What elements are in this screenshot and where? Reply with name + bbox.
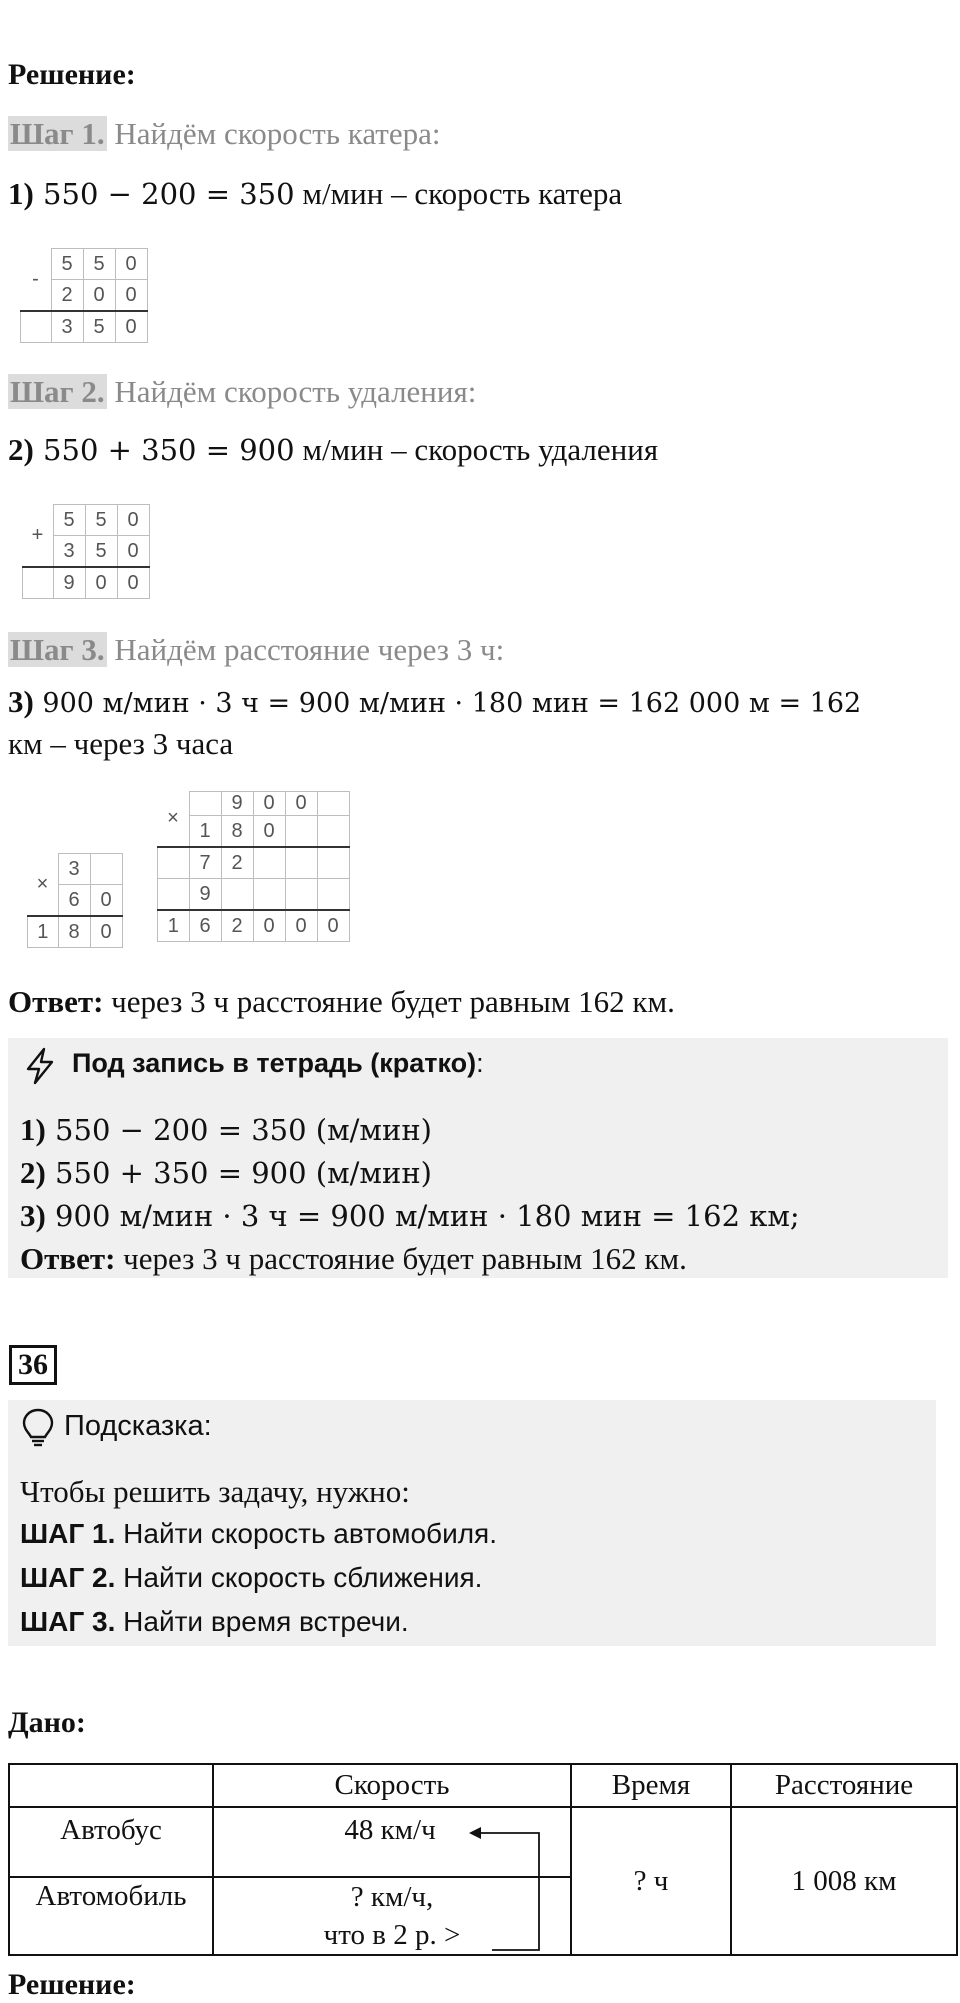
step-1-text: Найдём скорость катера: [106, 116, 441, 151]
hint-step-3 [20, 1606, 409, 1638]
calc-cell: 5 [85, 505, 117, 536]
hint-step-1 [20, 1518, 497, 1550]
calc-cell: 0 [117, 505, 149, 536]
step-3-label: Шаг 3. [10, 632, 105, 667]
calc-cell: 0 [317, 910, 349, 942]
given-header-speed: Скорость [213, 1764, 571, 1807]
calc-operator: - [32, 267, 39, 290]
line-1-rest: м/мин – скорость катера [294, 176, 623, 211]
calc-cell: 0 [115, 249, 147, 280]
addition-calc [22, 504, 150, 599]
note-line-2 [20, 1155, 432, 1191]
calc-operator: × [167, 807, 179, 830]
hint-step-3-text: Найти время встречи. [115, 1606, 409, 1637]
problem-number: 36 [9, 1345, 57, 1385]
line-1-number: 1) [8, 176, 34, 211]
step-2-text: Найдём скорость удаления: [106, 374, 477, 409]
calc-cell: 0 [90, 916, 122, 948]
note-line-2-text: 550 + 350 = 900 (м/мин) [45, 1156, 432, 1190]
calc-cell: 9 [189, 879, 221, 911]
calc-cell: 1 [189, 816, 221, 848]
lightning-icon [20, 1046, 60, 1086]
calc-cell: 0 [83, 280, 115, 312]
calc-cell: 5 [53, 505, 85, 536]
line-3-number: 3) [8, 684, 34, 719]
calc-cell: 8 [58, 916, 90, 948]
lightbulb-icon [18, 1406, 58, 1450]
calc-cell: 5 [83, 249, 115, 280]
note-answer-text: через 3 ч расстояние будет равным 162 км. [115, 1241, 687, 1276]
hint-step-2-text: Найти скорость сближения. [115, 1562, 483, 1593]
given-bus-speed [213, 1807, 571, 1877]
step-1 [8, 116, 440, 152]
line-2-number: 2) [8, 432, 34, 467]
given-car-speed-line-2: что в 2 р. > [323, 1919, 461, 1951]
note-title-colon: : [476, 1048, 484, 1078]
note-line-3-number: 3) [20, 1198, 46, 1233]
given-header-distance: Расстояние [731, 1764, 957, 1807]
calc-cell: 0 [85, 567, 117, 599]
calc-cell: 0 [285, 792, 317, 816]
calc-cell: 0 [115, 280, 147, 312]
solution-line-1 [8, 176, 622, 212]
given-table [8, 1763, 958, 1956]
calc-cell: 0 [117, 536, 149, 568]
step-2-label: Шаг 2. [10, 374, 105, 409]
given-bus-speed-text: 48 км/ч [344, 1814, 436, 1846]
hint-intro: Чтобы решить задачу, нужно: [20, 1474, 410, 1509]
given-car-speed-line-1: ? км/ч, [350, 1881, 434, 1913]
solution-line-2 [8, 432, 658, 468]
calc-cell: 3 [51, 311, 83, 343]
hint-title: Подсказка: [64, 1410, 212, 1442]
calc-cell: 0 [253, 816, 285, 848]
note-title [72, 1048, 484, 1079]
given-header-blank [9, 1764, 213, 1807]
step-1-label: Шаг 1. [10, 116, 105, 151]
solution-line-3 [8, 684, 861, 720]
hint-step-3-label: ШАГ 3. [20, 1606, 116, 1637]
hint-step-2 [20, 1562, 482, 1594]
calc-cell: 2 [51, 280, 83, 312]
solution-heading-2: Решение: [8, 1968, 136, 2001]
solution-line-3-continued: км – через 3 часа [8, 726, 234, 761]
calc-operator: × [36, 872, 49, 895]
calc-cell: 0 [117, 567, 149, 599]
given-header-time: Время [571, 1764, 731, 1807]
note-line-1 [20, 1112, 432, 1148]
step-3-text: Найдём расстояние через 3 ч: [106, 632, 505, 667]
given-distance: 1 008 км [731, 1807, 957, 1955]
calc-cell: 5 [83, 311, 115, 343]
hint-step-1-text: Найти скорость автомобиля. [115, 1518, 497, 1549]
note-line-1-text: 550 − 200 = 350 (м/мин) [45, 1113, 432, 1147]
calc-cell: 2 [221, 910, 253, 942]
calc-cell: 1 [28, 916, 59, 948]
calc-cell: 8 [221, 816, 253, 848]
note-line-2-number: 2) [20, 1155, 46, 1190]
hint-step-2-label: ШАГ 2. [20, 1562, 116, 1593]
calc-cell: 5 [85, 536, 117, 568]
multiplication-calc-small [27, 853, 123, 948]
calc-cell: 5 [51, 249, 83, 280]
line-3-expression: 900 м/мин · 3 ч = 900 м/мин · 180 мин = 162 000 м = 162 [33, 688, 862, 719]
calc-operator: + [31, 523, 44, 546]
note-line-1-number: 1) [20, 1112, 46, 1147]
calc-cell: 9 [53, 567, 85, 599]
line-2-expression: 550 + 350 = 900 [33, 433, 295, 467]
note-answer-label: Ответ: [20, 1241, 116, 1276]
given-heading: Дано: [8, 1706, 86, 1739]
calc-cell: 1 [158, 910, 190, 942]
step-2 [8, 374, 476, 410]
multiplication-calc-large [157, 791, 350, 942]
given-row-car: Автомобиль [9, 1877, 213, 1955]
note-title-text: Под запись в тетрадь (кратко) [72, 1048, 477, 1078]
calc-cell: 0 [115, 311, 147, 343]
calc-cell: 2 [221, 847, 253, 879]
calc-cell: 0 [90, 885, 122, 917]
given-row-bus: Автобус [9, 1807, 213, 1877]
calc-cell: 3 [53, 536, 85, 568]
calc-cell: 7 [189, 847, 221, 879]
calc-cell: 0 [253, 910, 285, 942]
given-time: ? ч [571, 1807, 731, 1955]
answer [8, 984, 675, 1020]
answer-text: через 3 ч расстояние будет равным 162 км. [103, 984, 675, 1019]
step-3 [8, 632, 504, 668]
solution-heading: Решение: [8, 58, 136, 91]
answer-label: Ответ: [8, 984, 104, 1019]
calc-cell: 6 [58, 885, 90, 917]
calc-cell: 6 [189, 910, 221, 942]
line-2-rest: м/мин – скорость удаления [294, 432, 659, 467]
note-line-3 [20, 1198, 800, 1234]
note-line-3-text: 900 м/мин · 3 ч = 900 м/мин · 180 мин = 162 км; [45, 1199, 800, 1233]
note-answer [20, 1241, 687, 1277]
subtraction-calc [20, 248, 148, 343]
calc-cell: 0 [285, 910, 317, 942]
calc-cell: 9 [221, 792, 253, 816]
given-car-speed [213, 1877, 571, 1955]
calc-cell: 0 [253, 792, 285, 816]
line-1-expression: 550 − 200 = 350 [33, 177, 295, 211]
hint-step-1-label: ШАГ 1. [20, 1518, 116, 1549]
calc-cell: 3 [58, 854, 90, 885]
